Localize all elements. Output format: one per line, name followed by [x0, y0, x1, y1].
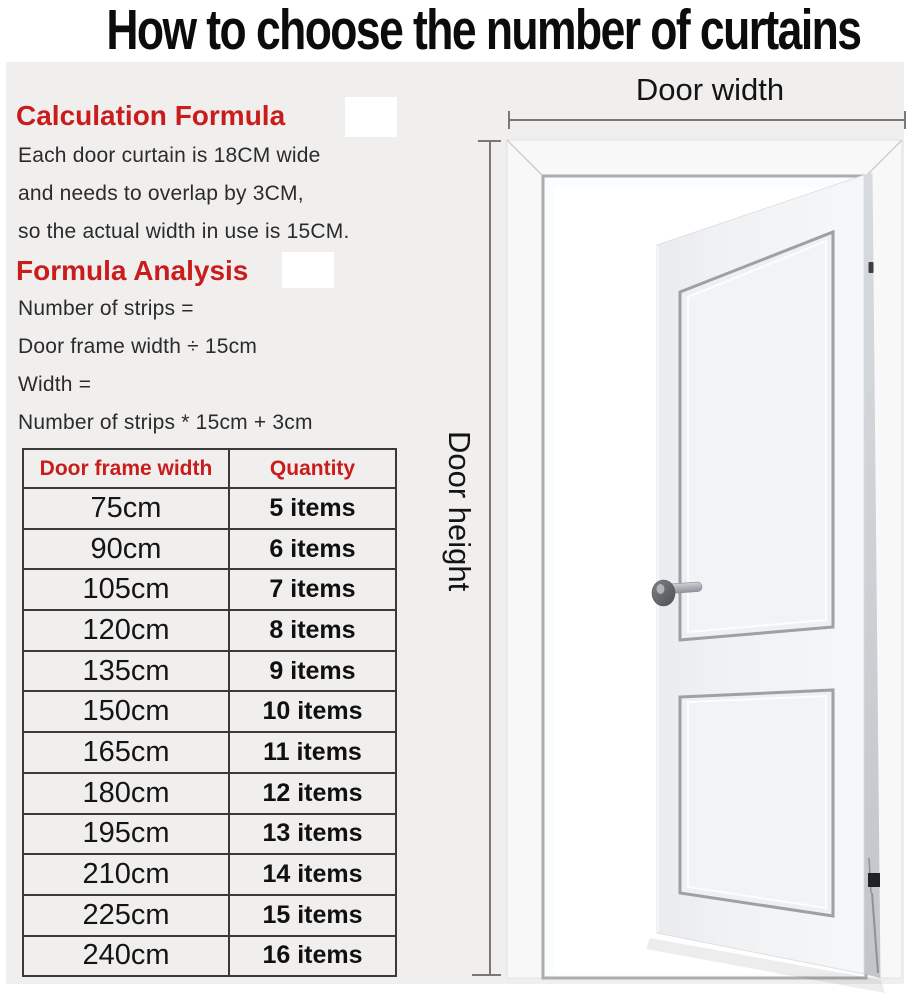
calc-line-3: so the actual width in use is 15CM.: [18, 220, 350, 243]
calculation-formula-heading: Calculation Formula: [16, 100, 286, 131]
door-leaf: [657, 173, 881, 978]
door-bottom-panel-bevel: [688, 696, 826, 908]
quantity-header: Quantity: [229, 449, 396, 488]
quantity-cell: 9 items: [229, 651, 396, 692]
quantity-cell: 5 items: [229, 488, 396, 529]
door-frame-width-cell: 240cm: [23, 936, 229, 977]
quantity-cell: 6 items: [229, 529, 396, 570]
calc-line-1: Each door curtain is 18CM wide: [18, 144, 321, 167]
door-frame-width-cell: 135cm: [23, 651, 229, 692]
calc-line-2: and needs to overlap by 3CM,: [18, 182, 304, 205]
analysis-line-1: Number of strips =: [18, 297, 194, 320]
door-frame-width-cell: 105cm: [23, 569, 229, 610]
door-frame-width-header: Door frame width: [23, 449, 229, 488]
door-frame-width-cell: 75cm: [23, 488, 229, 529]
door-frame-width-cell: 180cm: [23, 773, 229, 814]
quantity-cell: 15 items: [229, 895, 396, 936]
handle-highlight: [657, 584, 665, 594]
door-frame-width-cell: 210cm: [23, 854, 229, 895]
quantity-cell: 14 items: [229, 854, 396, 895]
quantity-cell: 10 items: [229, 691, 396, 732]
latch-block: [868, 873, 880, 887]
analysis-line-2: Door frame width ÷ 15cm: [18, 335, 258, 358]
door-frame-width-cell: 195cm: [23, 814, 229, 855]
door-frame-width-cell: 150cm: [23, 691, 229, 732]
door-frame-width-cell: 120cm: [23, 610, 229, 651]
quantity-cell: 7 items: [229, 569, 396, 610]
analysis-line-3: Width =: [18, 373, 92, 396]
door-width-label: Door width: [635, 72, 785, 107]
quantity-cell: 16 items: [229, 936, 396, 977]
door-height-label: Door height: [442, 431, 477, 592]
quantity-cell: 8 items: [229, 610, 396, 651]
door-top-panel-bevel: [688, 241, 826, 632]
handle-rosette: [652, 580, 675, 606]
quantity-cell: 13 items: [229, 814, 396, 855]
page-title: How to choose the number of curtains: [106, 0, 861, 62]
door-frame-width-cell: 90cm: [23, 529, 229, 570]
hinge-mark: [869, 262, 874, 273]
analysis-line-4: Number of strips * 15cm + 3cm: [18, 411, 313, 434]
quantity-cell: 12 items: [229, 773, 396, 814]
formula-analysis-heading: Formula Analysis: [16, 255, 249, 286]
quantity-cell: 11 items: [229, 732, 396, 773]
door-frame-width-cell: 225cm: [23, 895, 229, 936]
door-frame-width-cell: 165cm: [23, 732, 229, 773]
